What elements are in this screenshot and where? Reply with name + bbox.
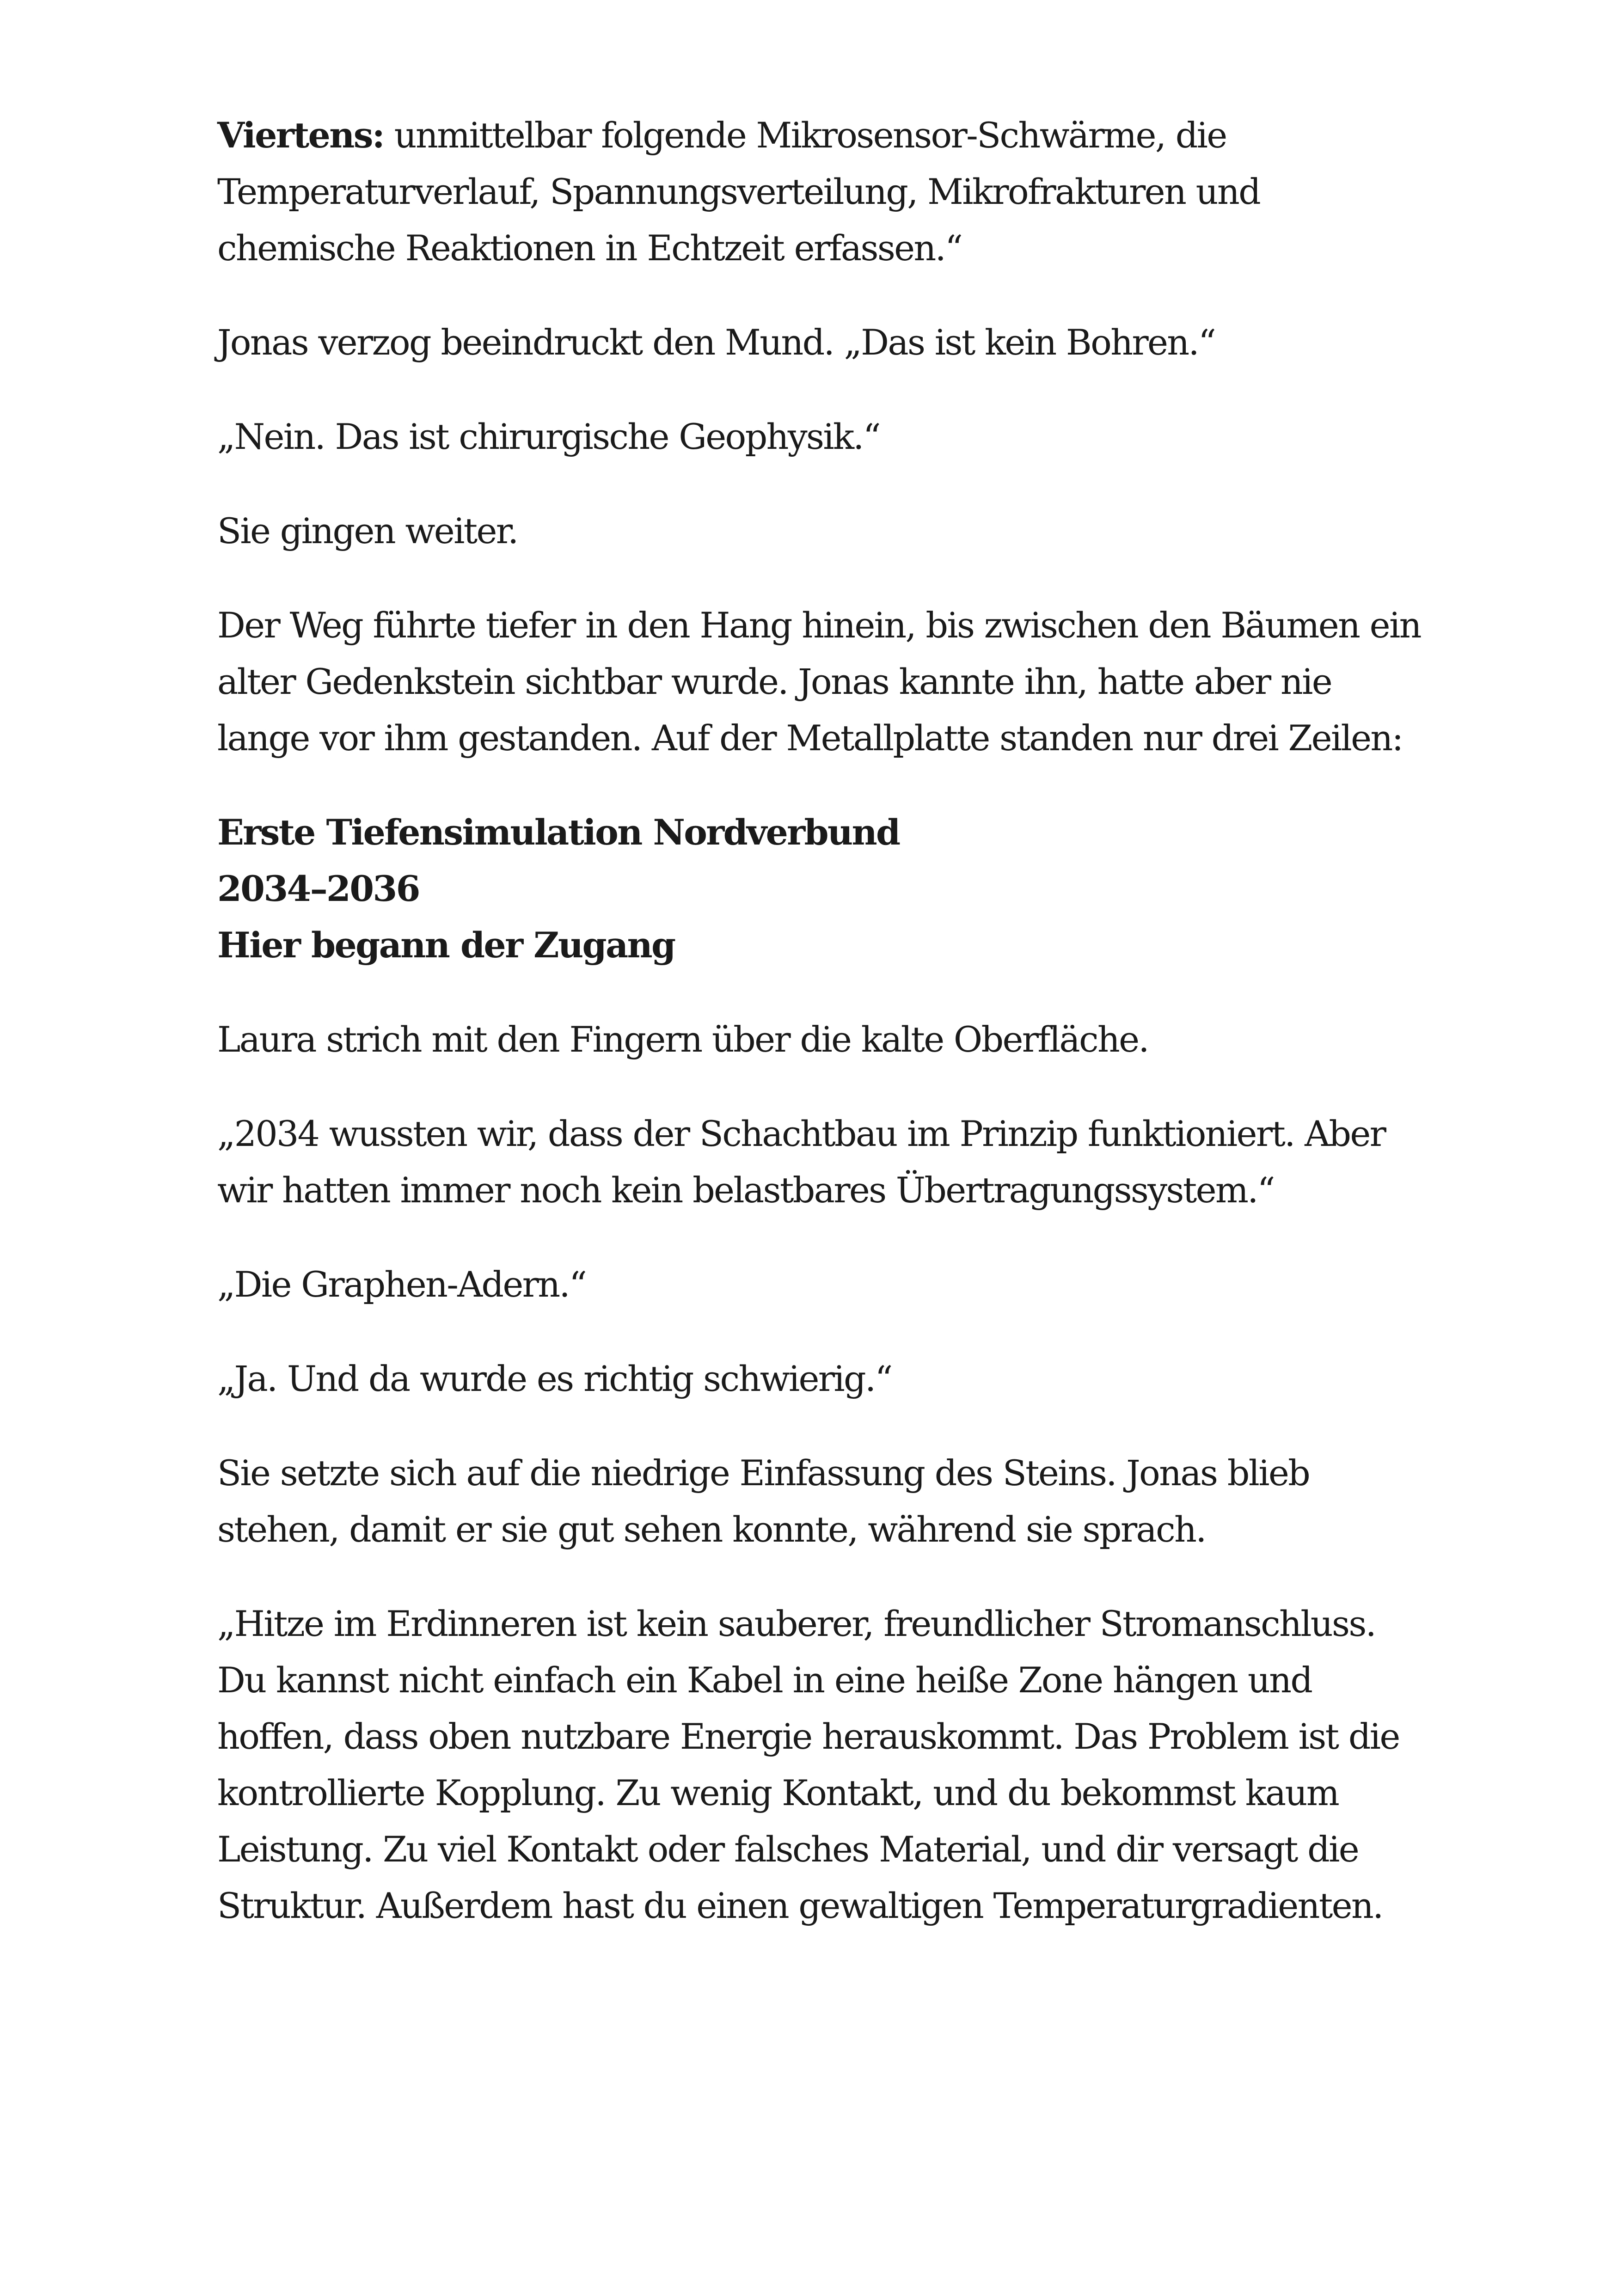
paragraph-line: Sie setzte sich auf die niedrige Einfassung des Steins. Jonas blieb [217,1452,1310,1494]
paragraph-line: chemische Reaktionen in Echtzeit erfassen.“ [217,227,962,269]
paragraph-line: Leistung. Zu viel Kontakt oder falsches Material, und dir versagt die [217,1829,1358,1870]
memorial-inscription [217,804,1502,974]
paragraph-line: alter Gedenkstein sichtbar wurde. Jonas kannte ihn, hatte aber nie [217,661,1331,702]
paragraph-line: Der Weg führte tiefer in den Hang hinein, bis zwischen den Bäumen ein [217,605,1421,646]
paragraph-line: „Die Graphen-Adern.“ [217,1264,586,1305]
paragraph-line: „2034 wussten wir, dass der Schachtbau im Prinzip funktioniert. Aber [217,1113,1385,1154]
paragraph-line: Du kannst nicht einfach ein Kabel in eine heiße Zone hängen und [217,1659,1312,1701]
paragraph-hitze [217,1596,1502,1934]
paragraph-gedenkstein [217,597,1502,766]
paragraph-line: „Ja. Und da wurde es richtig schwierig.“ [217,1358,892,1399]
paragraph-line: Temperaturverlauf, Spannungsverteilung, Mikrofrakturen und [217,171,1260,212]
paragraph-line: Laura strich mit den Fingern über die kalte Oberfläche. [217,1019,1148,1060]
paragraph-line [217,107,1502,164]
paragraph-weiter [217,503,1502,559]
paragraph-line: lange vor ihm gestanden. Auf der Metallplatte standen nur drei Zeilen: [217,717,1403,759]
inscription-line: Hier begann der Zugang [217,925,675,966]
paragraph-geophysik [217,409,1502,465]
paragraph-line: „Nein. Das ist chirurgische Geophysik.“ [217,416,880,457]
paragraph-viertens [217,107,1502,276]
paragraph-line: kontrollierte Kopplung. Zu wenig Kontakt, und du bekommst kaum [217,1772,1339,1813]
paragraph-line: Sie gingen weiter. [217,510,518,551]
paragraph-laura-oberflaeche [217,1011,1502,1068]
paragraph-einfassung [217,1445,1502,1558]
paragraph-jonas-mund [217,314,1502,371]
paragraph-line: wir hatten immer noch kein belastbares Übertragungssystem.“ [217,1169,1274,1211]
paragraph-line: Struktur. Außerdem hast du einen gewaltigen Temperaturgradienten. [217,1885,1383,1926]
paragraph-graphen-adern [217,1256,1502,1313]
inscription-line: 2034–2036 [217,868,419,909]
paragraph-2034 [217,1106,1502,1218]
text-column [217,107,1502,1972]
inscription-line: Erste Tiefensimulation Nordverbund [217,812,900,853]
paragraph-line: Jonas verzog beeindruckt den Mund. „Das ist kein Bohren.“ [217,322,1215,363]
paragraph-line: stehen, damit er sie gut sehen konnte, während sie sprach. [217,1509,1206,1550]
paragraph-schwierig [217,1351,1502,1407]
lead-term: Viertens: [217,115,384,156]
paragraph-line: hoffen, dass oben nutzbare Energie herauskommt. Das Problem ist die [217,1716,1399,1757]
line-text: unmittelbar folgende Mikrosensor-Schwärme, die [384,115,1226,156]
paragraph-line: „Hitze im Erdinneren ist kein sauberer, freundlicher Stromanschluss. [217,1603,1376,1644]
